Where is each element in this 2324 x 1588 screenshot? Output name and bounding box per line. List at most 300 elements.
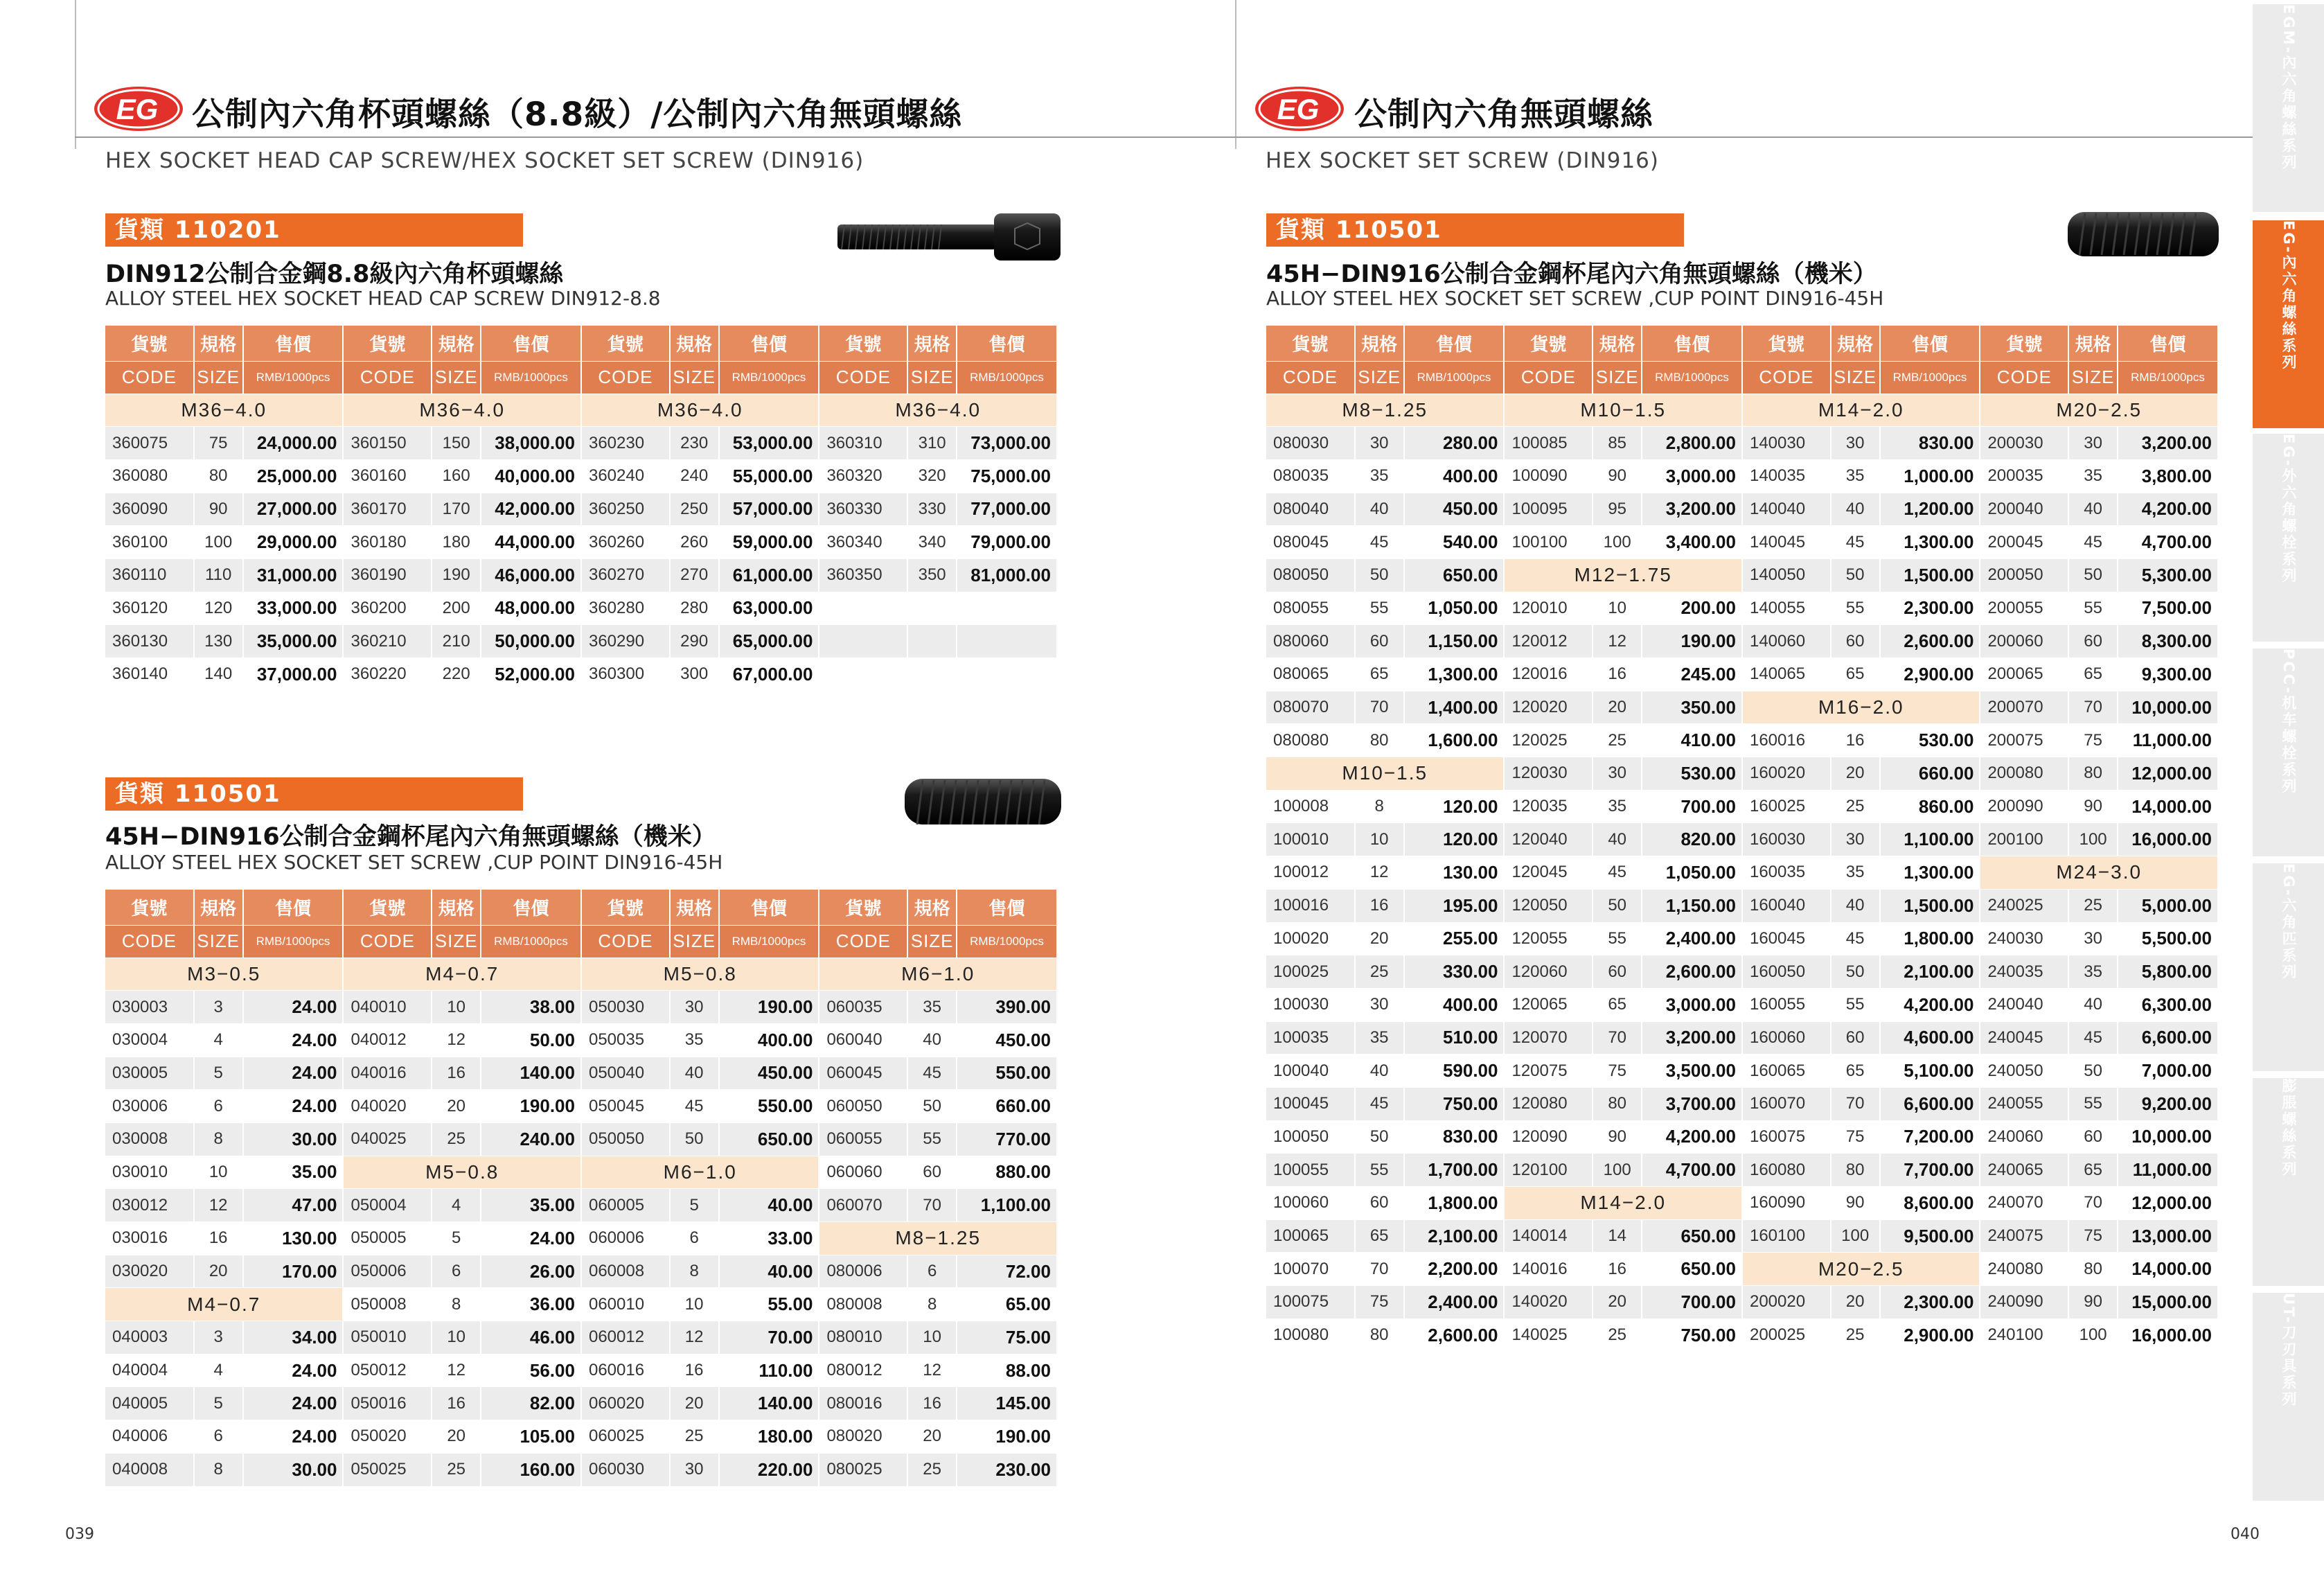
size-cell: 55 (2068, 1087, 2118, 1120)
size-cell: 70 (1355, 691, 1404, 724)
size-cell: 5 (670, 1189, 719, 1222)
table-row (1266, 889, 2218, 922)
table-row (1266, 1120, 2218, 1154)
code-cell: 200070 (1980, 691, 2068, 724)
code-cell: 080006 (819, 1255, 907, 1288)
price-cell: 37,000.00 (243, 658, 344, 691)
column-header: CODE (581, 361, 670, 394)
size-group-label: M10−1.5 (1266, 757, 1504, 791)
price-cell: 220.00 (719, 1453, 819, 1486)
column-header: 貨號 (581, 890, 670, 925)
price-cell: 7,700.00 (1880, 1154, 1980, 1187)
code-cell: 120090 (1504, 1120, 1593, 1154)
code-cell: 200055 (1980, 592, 2068, 625)
size-cell: 65 (2068, 658, 2118, 691)
size-cell: 8 (432, 1288, 481, 1321)
size-cell: 45 (1355, 526, 1404, 559)
code-cell: 120025 (1504, 724, 1593, 757)
price-cell: 24.00 (481, 1222, 581, 1255)
price-cell: 2,600.00 (1404, 1318, 1505, 1352)
size-cell: 50 (2068, 1055, 2118, 1088)
size-cell: 3 (194, 991, 243, 1024)
price-cell: 4,200.00 (1880, 988, 1980, 1021)
size-cell: 12 (432, 1023, 481, 1057)
product-title: 45H−DIN916公制合金鋼杯尾內六角無頭螺絲（機米） (105, 823, 716, 851)
code-cell: 360260 (581, 526, 670, 559)
size-cell: 260 (670, 526, 719, 559)
column-header: RMB/1000pcs (1880, 361, 1980, 394)
code-cell: 200020 (1742, 1286, 1831, 1319)
price-cell: 6,300.00 (2118, 988, 2218, 1021)
code-cell: 360290 (581, 625, 670, 658)
price-cell: 1,050.00 (1404, 592, 1505, 625)
price-cell: 75,000.00 (957, 459, 1057, 493)
price-cell: 10,000.00 (2118, 691, 2218, 724)
price-cell: 1,600.00 (1404, 724, 1505, 757)
price-cell: 820.00 (1642, 823, 1742, 856)
size-cell: 50 (1355, 1120, 1404, 1154)
size-cell: 30 (1355, 988, 1404, 1021)
size-group-label: M20−2.5 (1742, 1253, 1980, 1286)
price-cell: 140.00 (481, 1057, 581, 1090)
table-row (105, 558, 1057, 592)
price-cell: 55.00 (719, 1288, 819, 1321)
size-group-label: M6−1.0 (819, 958, 1056, 991)
price-cell: 145.00 (957, 1387, 1057, 1420)
table-row (105, 1189, 1057, 1222)
size-cell: 240 (670, 459, 719, 493)
size-cell: 75 (194, 427, 243, 460)
column-header: 規格 (194, 890, 243, 925)
table-row (105, 1222, 1057, 1255)
column-header: 售價 (2118, 326, 2218, 361)
price-cell: 400.00 (1404, 459, 1505, 493)
price-cell: 11,000.00 (2118, 724, 2218, 757)
size-cell: 6 (670, 1222, 719, 1255)
code-cell: 360270 (581, 558, 670, 592)
table-row (1266, 1187, 2218, 1220)
price-cell: 12,000.00 (2118, 1187, 2218, 1220)
size-cell: 160 (432, 459, 481, 493)
size-cell: 12 (907, 1354, 957, 1387)
svg-text:EG: EG (116, 93, 159, 125)
price-cell: 190.00 (719, 991, 819, 1024)
table-row (1266, 394, 2218, 427)
size-group-label: M8−1.25 (1266, 394, 1504, 427)
size-cell: 20 (432, 1090, 481, 1123)
price-cell: 450.00 (1404, 493, 1505, 526)
header-row (105, 925, 1057, 958)
price-cell: 6,600.00 (1880, 1087, 1980, 1120)
column-header: 售價 (481, 326, 581, 361)
price-cell: 63,000.00 (719, 592, 819, 625)
price-cell: 3,000.00 (1642, 988, 1742, 1021)
table-row (105, 958, 1057, 991)
size-cell: 85 (1593, 427, 1642, 460)
product-subtitle: ALLOY STEEL HEX SOCKET HEAD CAP SCREW DIN912-8.8 (105, 287, 661, 310)
size-cell: 220 (432, 658, 481, 691)
price-cell: 7,000.00 (2118, 1055, 2218, 1088)
price-cell: 350.00 (1642, 691, 1742, 724)
price-cell: 33.00 (719, 1222, 819, 1255)
price-cell: 530.00 (1880, 724, 1980, 757)
size-cell: 55 (1593, 922, 1642, 955)
column-header: RMB/1000pcs (481, 925, 581, 958)
table-row (1266, 955, 2218, 989)
left-header-rule (75, 136, 1236, 138)
size-cell: 280 (670, 592, 719, 625)
column-header: CODE (105, 925, 194, 958)
price-cell: 82.00 (481, 1387, 581, 1420)
column-header: RMB/1000pcs (243, 361, 344, 394)
price-cell: 40.00 (719, 1255, 819, 1288)
price-cell: 47.00 (243, 1189, 344, 1222)
column-header: SIZE (194, 361, 243, 394)
code-cell: 120040 (1504, 823, 1593, 856)
size-cell: 90 (1593, 1120, 1642, 1154)
size-cell: 12 (1593, 625, 1642, 658)
code-cell: 100045 (1266, 1087, 1355, 1120)
svg-text:EG: EG (1277, 93, 1320, 125)
size-cell: 60 (1831, 625, 1880, 658)
header-row (1266, 326, 2218, 361)
code-cell: 080020 (819, 1420, 907, 1454)
code-cell: 200080 (1980, 757, 2068, 791)
price-cell: 67,000.00 (719, 658, 819, 691)
code-cell: 060016 (581, 1354, 670, 1387)
column-header: CODE (343, 925, 432, 958)
size-cell: 25 (432, 1122, 481, 1156)
size-cell: 30 (1593, 757, 1642, 791)
code-cell: 080050 (1266, 558, 1355, 592)
size-cell: 35 (670, 1023, 719, 1057)
code-cell: 100055 (1266, 1154, 1355, 1187)
size-group-label: M4−0.7 (105, 1288, 343, 1321)
price-cell: 4,600.00 (1880, 1021, 1980, 1055)
product-code-bar: 貨類 110501 (1266, 213, 1684, 247)
price-cell: 9,300.00 (2118, 658, 2218, 691)
price-cell: 38,000.00 (481, 427, 581, 460)
size-cell: 290 (670, 625, 719, 658)
size-cell: 70 (2068, 691, 2118, 724)
code-cell: 240035 (1980, 955, 2068, 989)
price-table-din912 (105, 326, 1058, 691)
code-cell: 030004 (105, 1023, 194, 1057)
price-cell: 55,000.00 (719, 459, 819, 493)
price-cell: 1,300.00 (1404, 658, 1505, 691)
price-cell: 75.00 (957, 1321, 1057, 1355)
size-cell: 40 (1355, 493, 1404, 526)
side-tab[interactable] (2253, 1078, 2324, 1286)
code-cell: 140035 (1742, 459, 1831, 493)
price-cell: 42,000.00 (481, 493, 581, 526)
code-cell: 360080 (105, 459, 194, 493)
table-row (105, 1321, 1057, 1355)
size-cell: 80 (1355, 724, 1404, 757)
price-cell: 77,000.00 (957, 493, 1057, 526)
code-cell: 160055 (1742, 988, 1831, 1021)
code-cell: 140025 (1504, 1318, 1593, 1352)
price-cell: 4,200.00 (1642, 1120, 1742, 1154)
table-row (105, 1354, 1057, 1387)
code-cell: 140040 (1742, 493, 1831, 526)
size-cell: 50 (1831, 955, 1880, 989)
code-cell (819, 592, 907, 625)
price-cell: 1,150.00 (1642, 889, 1742, 922)
size-cell: 25 (1831, 1318, 1880, 1352)
size-group-label: M14−2.0 (1504, 1187, 1741, 1220)
size-cell: 25 (2068, 889, 2118, 922)
price-cell (957, 592, 1057, 625)
code-cell: 200035 (1980, 459, 2068, 493)
code-cell: 140020 (1504, 1286, 1593, 1319)
size-cell: 35 (2068, 459, 2118, 493)
size-group-label: M16−2.0 (1742, 691, 1980, 724)
price-cell: 38.00 (481, 991, 581, 1024)
size-cell: 10 (432, 1321, 481, 1355)
code-cell: 140014 (1504, 1219, 1593, 1253)
size-cell: 4 (194, 1354, 243, 1387)
side-tab[interactable] (2253, 4, 2324, 212)
price-cell: 24.00 (243, 1090, 344, 1123)
code-cell: 060025 (581, 1420, 670, 1454)
price-cell: 26.00 (481, 1255, 581, 1288)
code-cell: 360075 (105, 427, 194, 460)
size-cell: 16 (432, 1387, 481, 1420)
size-cell: 20 (1355, 922, 1404, 955)
column-header: 貨號 (105, 326, 194, 361)
column-header: RMB/1000pcs (481, 361, 581, 394)
size-cell: 55 (907, 1122, 957, 1156)
size-cell: 45 (1355, 1087, 1404, 1120)
price-cell: 510.00 (1404, 1021, 1505, 1055)
code-cell: 240045 (1980, 1021, 2068, 1055)
price-cell: 450.00 (719, 1057, 819, 1090)
size-cell: 100 (1593, 1154, 1642, 1187)
size-cell: 270 (670, 558, 719, 592)
code-cell: 100085 (1504, 427, 1593, 460)
code-cell: 200100 (1980, 823, 2068, 856)
size-cell: 80 (1355, 1318, 1404, 1352)
price-cell: 2,900.00 (1880, 658, 1980, 691)
size-cell: 45 (1831, 526, 1880, 559)
size-cell: 25 (907, 1453, 957, 1486)
header-row (105, 326, 1057, 361)
code-cell: 120050 (1504, 889, 1593, 922)
price-cell: 5,100.00 (1880, 1055, 1980, 1088)
price-cell: 48,000.00 (481, 592, 581, 625)
price-cell: 450.00 (957, 1023, 1057, 1057)
code-cell: 060030 (581, 1453, 670, 1486)
code-cell: 160050 (1742, 955, 1831, 989)
price-cell: 4,700.00 (2118, 526, 2218, 559)
table-row (105, 1156, 1057, 1189)
column-header: 貨號 (819, 890, 907, 925)
price-cell: 2,600.00 (1880, 625, 1980, 658)
code-cell: 030020 (105, 1255, 194, 1288)
price-cell: 120.00 (1404, 823, 1505, 856)
column-header: SIZE (670, 925, 719, 958)
column-header: RMB/1000pcs (957, 361, 1057, 394)
price-cell: 7,200.00 (1880, 1120, 1980, 1154)
price-cell: 550.00 (957, 1057, 1057, 1090)
column-header: SIZE (1355, 361, 1404, 394)
price-cell: 24.00 (243, 1057, 344, 1090)
column-header: SIZE (194, 925, 243, 958)
code-cell: 050012 (343, 1354, 432, 1387)
code-cell: 140050 (1742, 558, 1831, 592)
size-cell: 40 (1831, 493, 1880, 526)
price-cell: 9,200.00 (2118, 1087, 2218, 1120)
code-cell: 120060 (1504, 955, 1593, 989)
size-group-label: M36−4.0 (581, 394, 819, 427)
size-group-label: M3−0.5 (105, 958, 343, 991)
column-header: 貨號 (1266, 326, 1355, 361)
price-cell: 195.00 (1404, 889, 1505, 922)
code-cell: 080030 (1266, 427, 1355, 460)
price-cell: 550.00 (719, 1090, 819, 1123)
size-cell: 6 (907, 1255, 957, 1288)
size-cell: 60 (2068, 625, 2118, 658)
code-cell: 360150 (343, 427, 432, 460)
code-cell: 200025 (1742, 1318, 1831, 1352)
price-cell: 110.00 (719, 1354, 819, 1387)
column-header: RMB/1000pcs (1404, 361, 1505, 394)
price-cell: 120.00 (1404, 790, 1505, 823)
price-cell: 53,000.00 (719, 427, 819, 460)
price-cell: 65.00 (957, 1288, 1057, 1321)
size-cell: 35 (1831, 459, 1880, 493)
size-cell (907, 658, 957, 691)
code-cell: 100060 (1266, 1187, 1355, 1220)
size-group-label: M20−2.5 (1980, 394, 2217, 427)
price-cell: 3,700.00 (1642, 1087, 1742, 1120)
price-cell: 190.00 (1642, 625, 1742, 658)
price-cell: 15,000.00 (2118, 1286, 2218, 1319)
price-cell: 1,050.00 (1642, 856, 1742, 890)
code-cell: 050040 (581, 1057, 670, 1090)
size-cell: 70 (1593, 1021, 1642, 1055)
side-tab[interactable] (2253, 434, 2324, 642)
code-cell: 160080 (1742, 1154, 1831, 1187)
product-code-bar: 貨類 110501 (105, 777, 523, 811)
code-cell: 120065 (1504, 988, 1593, 1021)
price-cell: 1,300.00 (1880, 526, 1980, 559)
size-cell: 8 (194, 1122, 243, 1156)
column-header: SIZE (432, 925, 481, 958)
code-cell: 080065 (1266, 658, 1355, 691)
size-cell: 80 (1831, 1154, 1880, 1187)
column-header: RMB/1000pcs (1642, 361, 1742, 394)
code-cell: 080035 (1266, 459, 1355, 493)
price-cell: 5,000.00 (2118, 889, 2218, 922)
side-tab[interactable] (2253, 863, 2324, 1071)
price-cell: 30.00 (243, 1453, 344, 1486)
side-tab-label: EGM-內六角螺絲系列 (2280, 4, 2297, 172)
price-cell: 52,000.00 (481, 658, 581, 691)
price-cell: 65,000.00 (719, 625, 819, 658)
code-cell: 040025 (343, 1122, 432, 1156)
code-cell: 080008 (819, 1288, 907, 1321)
size-cell: 16 (1593, 658, 1642, 691)
code-cell: 360310 (819, 427, 907, 460)
table-row (105, 427, 1057, 460)
price-cell: 3,000.00 (1642, 459, 1742, 493)
code-cell: 140065 (1742, 658, 1831, 691)
price-cell: 3,800.00 (2118, 459, 2218, 493)
size-cell: 10 (1355, 823, 1404, 856)
size-cell: 16 (907, 1387, 957, 1420)
left-page-edge (75, 0, 76, 149)
size-cell: 5 (432, 1222, 481, 1255)
code-cell: 200090 (1980, 790, 2068, 823)
code-cell: 200075 (1980, 724, 2068, 757)
price-cell: 1,800.00 (1880, 922, 1980, 955)
header-row (105, 361, 1057, 394)
code-cell: 060006 (581, 1222, 670, 1255)
price-cell: 61,000.00 (719, 558, 819, 592)
side-tab[interactable] (2253, 1293, 2324, 1501)
table-row (1266, 625, 2218, 658)
size-cell: 16 (670, 1354, 719, 1387)
code-cell: 050020 (343, 1420, 432, 1454)
size-cell: 3 (194, 1321, 243, 1355)
code-cell: 120016 (1504, 658, 1593, 691)
side-tab[interactable] (2253, 220, 2324, 428)
price-cell: 5,500.00 (2118, 922, 2218, 955)
side-tab-label: PCC-机车螺栓系列 (2280, 649, 2297, 795)
code-cell: 140055 (1742, 592, 1831, 625)
table-row (105, 592, 1057, 625)
price-table-din916-right (1266, 326, 2219, 1352)
size-group-label: M4−0.7 (343, 958, 580, 991)
column-header: 售價 (957, 890, 1057, 925)
size-cell: 50 (670, 1122, 719, 1156)
set-screw-image (902, 775, 1065, 830)
price-cell: 30.00 (243, 1122, 344, 1156)
column-header: CODE (1742, 361, 1831, 394)
code-cell: 200050 (1980, 558, 2068, 592)
side-tab[interactable] (2253, 649, 2324, 856)
code-cell: 050030 (581, 991, 670, 1024)
code-cell: 120010 (1504, 592, 1593, 625)
size-cell: 10 (194, 1156, 243, 1189)
size-cell: 130 (194, 625, 243, 658)
code-cell: 240055 (1980, 1087, 2068, 1120)
price-cell: 33,000.00 (243, 592, 344, 625)
size-cell: 40 (2068, 493, 2118, 526)
column-header: 售價 (957, 326, 1057, 361)
size-cell: 50 (2068, 558, 2118, 592)
column-header: CODE (105, 361, 194, 394)
size-cell: 120 (194, 592, 243, 625)
price-cell (957, 625, 1057, 658)
size-cell: 30 (670, 991, 719, 1024)
price-cell: 700.00 (1642, 1286, 1742, 1319)
size-cell: 60 (1593, 955, 1642, 989)
header-row (1266, 361, 2218, 394)
right-page-title: 公制內六角無頭螺絲 (1354, 96, 1653, 134)
size-cell: 40 (907, 1023, 957, 1057)
code-cell: 050016 (343, 1387, 432, 1420)
price-cell: 88.00 (957, 1354, 1057, 1387)
price-cell: 81,000.00 (957, 558, 1057, 592)
size-cell: 170 (432, 493, 481, 526)
table-row (105, 1255, 1057, 1288)
table-row (1266, 1219, 2218, 1253)
center-fold (1235, 0, 1236, 149)
code-cell: 100016 (1266, 889, 1355, 922)
